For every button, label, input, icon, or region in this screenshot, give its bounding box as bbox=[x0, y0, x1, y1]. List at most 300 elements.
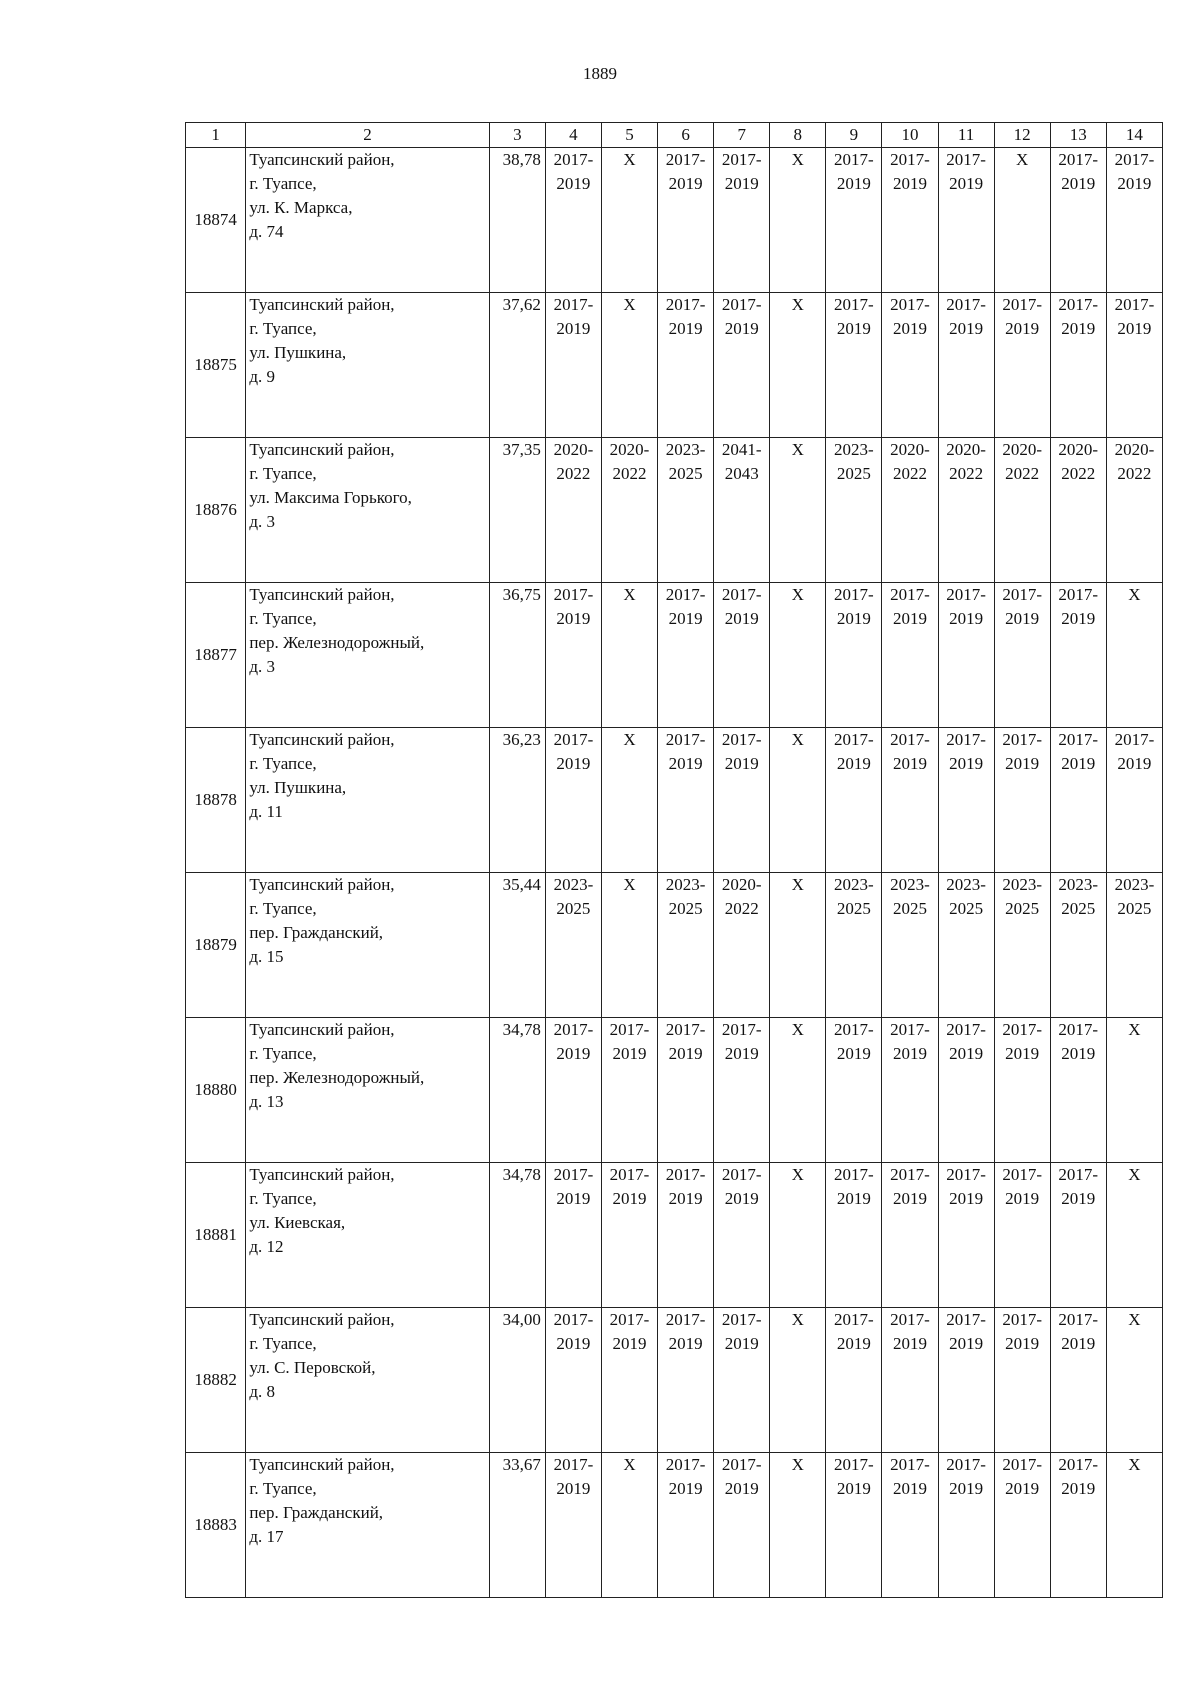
period-start: 2023- bbox=[1058, 875, 1099, 894]
period-end: 2019 bbox=[668, 609, 703, 628]
period-cell-col-7 bbox=[714, 1163, 770, 1308]
period-cell-col-6 bbox=[658, 148, 714, 293]
period-cell-col-9 bbox=[826, 1163, 882, 1308]
period-end: 2019 bbox=[836, 1479, 871, 1498]
period-start: 2017- bbox=[665, 1165, 706, 1184]
column-header-14: 14 bbox=[1106, 123, 1162, 148]
period-start: 2017- bbox=[553, 1165, 594, 1184]
period-cell-col-10 bbox=[882, 728, 938, 873]
period-start: 2017- bbox=[834, 295, 874, 314]
period-start: 2023- bbox=[890, 875, 930, 894]
period-start: 2017- bbox=[721, 150, 762, 169]
period-cell-col-7 bbox=[714, 1453, 770, 1598]
address-cell bbox=[246, 1018, 489, 1163]
address-line: г. Туапсе, bbox=[249, 174, 317, 193]
period-cell-col-5: X bbox=[601, 293, 657, 438]
period-cell-col-12 bbox=[994, 293, 1050, 438]
value-cell: 37,35 bbox=[489, 438, 545, 583]
period-cell-col-10 bbox=[882, 1453, 938, 1598]
period-cell-col-12 bbox=[994, 1018, 1050, 1163]
period-end: 2019 bbox=[1061, 754, 1096, 773]
period-cell-col-11 bbox=[938, 1453, 994, 1598]
period-end: 2019 bbox=[724, 1334, 759, 1353]
period-start: 2020- bbox=[553, 440, 594, 459]
period-start: 2017- bbox=[721, 1020, 762, 1039]
table-row bbox=[186, 1018, 1163, 1163]
address-line: д. 15 bbox=[249, 947, 284, 966]
period-end: 2025 bbox=[668, 899, 703, 918]
period-start: 2020- bbox=[1058, 440, 1099, 459]
period-start: 2017- bbox=[553, 295, 594, 314]
period-cell-col-4 bbox=[545, 1453, 601, 1598]
address-cell bbox=[246, 1308, 489, 1453]
address-cell bbox=[246, 728, 489, 873]
period-cell-col-10 bbox=[882, 1018, 938, 1163]
address-line: Туапсинский район, bbox=[249, 1020, 395, 1039]
table-row bbox=[186, 148, 1163, 293]
period-end: 2019 bbox=[612, 1334, 647, 1353]
address-cell bbox=[246, 1453, 489, 1598]
period-start: 2017- bbox=[1058, 1310, 1099, 1329]
period-cell-col-5 bbox=[601, 1018, 657, 1163]
table-row bbox=[186, 1308, 1163, 1453]
period-end: 2019 bbox=[556, 609, 591, 628]
address-line: ул. Пушкина, bbox=[249, 343, 347, 362]
period-cell-col-12 bbox=[994, 873, 1050, 1018]
period-start: 2017- bbox=[834, 150, 874, 169]
period-start: 2017- bbox=[1002, 1455, 1042, 1474]
period-cell-col-5: X bbox=[601, 873, 657, 1018]
period-end: 2019 bbox=[1117, 174, 1152, 193]
period-start: 2017- bbox=[721, 295, 762, 314]
period-end: 2019 bbox=[668, 319, 703, 338]
period-cell-col-11 bbox=[938, 148, 994, 293]
period-start: 2017- bbox=[665, 1310, 706, 1329]
period-cell-col-4 bbox=[545, 728, 601, 873]
period-cell-col-14: X bbox=[1106, 1308, 1162, 1453]
period-start: 2020- bbox=[721, 875, 762, 894]
period-end: 2025 bbox=[1005, 899, 1040, 918]
period-end: 2025 bbox=[949, 899, 984, 918]
value-cell: 37,62 bbox=[489, 293, 545, 438]
value-cell: 35,44 bbox=[489, 873, 545, 1018]
period-end: 2019 bbox=[836, 609, 871, 628]
period-end: 2019 bbox=[892, 1189, 927, 1208]
column-header-1: 1 bbox=[186, 123, 246, 148]
period-cell-col-6 bbox=[658, 1453, 714, 1598]
period-cell-col-14: X bbox=[1106, 1018, 1162, 1163]
period-cell-col-7 bbox=[714, 1018, 770, 1163]
period-start: 2017- bbox=[946, 1165, 986, 1184]
period-cell-col-14 bbox=[1106, 148, 1162, 293]
table-header bbox=[186, 123, 1163, 148]
period-cell-col-7 bbox=[714, 873, 770, 1018]
period-cell-col-12 bbox=[994, 728, 1050, 873]
address-line: г. Туапсе, bbox=[249, 1479, 317, 1498]
period-start: 2023- bbox=[834, 875, 874, 894]
row-id: 18883 bbox=[186, 1453, 246, 1598]
period-cell-col-14: X bbox=[1106, 583, 1162, 728]
period-cell-col-6 bbox=[658, 873, 714, 1018]
period-cell-col-9 bbox=[826, 148, 882, 293]
period-end: 2019 bbox=[668, 1189, 703, 1208]
period-end: 2019 bbox=[949, 1044, 984, 1063]
period-cell-col-12 bbox=[994, 1453, 1050, 1598]
period-cell-col-6 bbox=[658, 583, 714, 728]
period-cell-col-13 bbox=[1050, 728, 1106, 873]
address-line: пер. Гражданский, bbox=[249, 923, 384, 942]
period-start: 2023- bbox=[665, 875, 706, 894]
period-cell-col-9 bbox=[826, 583, 882, 728]
period-start: 2017- bbox=[946, 1020, 986, 1039]
period-cell-col-13 bbox=[1050, 873, 1106, 1018]
period-end: 2019 bbox=[1061, 609, 1096, 628]
period-cell-col-12 bbox=[994, 583, 1050, 728]
period-cell-col-11 bbox=[938, 1308, 994, 1453]
period-cell-col-14 bbox=[1106, 438, 1162, 583]
period-start: 2017- bbox=[890, 150, 930, 169]
period-end: 2019 bbox=[556, 319, 591, 338]
period-end: 2019 bbox=[1005, 1334, 1040, 1353]
page-number: 1889 bbox=[583, 64, 617, 83]
header-row bbox=[186, 123, 1163, 148]
address-line: Туапсинский район, bbox=[249, 1165, 395, 1184]
period-end: 2022 bbox=[556, 464, 591, 483]
address-line: д. 74 bbox=[249, 222, 284, 241]
period-start: 2017- bbox=[1114, 730, 1155, 749]
period-end: 2019 bbox=[668, 174, 703, 193]
table-row bbox=[186, 583, 1163, 728]
period-end: 2025 bbox=[1061, 899, 1096, 918]
period-start: 2017- bbox=[834, 1455, 874, 1474]
period-start: 2017- bbox=[553, 1455, 594, 1474]
address-line: д. 3 bbox=[249, 512, 275, 531]
period-cell-col-6 bbox=[658, 1308, 714, 1453]
period-end: 2022 bbox=[724, 899, 759, 918]
period-start: 2017- bbox=[890, 1020, 930, 1039]
period-cell-col-11 bbox=[938, 728, 994, 873]
table-row bbox=[186, 293, 1163, 438]
period-end: 2019 bbox=[892, 754, 927, 773]
period-end: 2019 bbox=[892, 1334, 927, 1353]
period-cell-col-7 bbox=[714, 293, 770, 438]
period-cell-col-10 bbox=[882, 438, 938, 583]
period-cell-col-7 bbox=[714, 1308, 770, 1453]
address-line: Туапсинский район, bbox=[249, 1310, 395, 1329]
period-end: 2019 bbox=[724, 1044, 759, 1063]
period-cell-col-11 bbox=[938, 583, 994, 728]
column-header-2: 2 bbox=[246, 123, 489, 148]
address-line: ул. Максима Горького, bbox=[249, 488, 412, 507]
period-cell-col-6 bbox=[658, 438, 714, 583]
period-end: 2025 bbox=[836, 899, 871, 918]
period-end: 2019 bbox=[724, 319, 759, 338]
row-id: 18876 bbox=[186, 438, 246, 583]
period-end: 2019 bbox=[836, 319, 871, 338]
period-start: 2017- bbox=[946, 295, 986, 314]
period-start: 2017- bbox=[553, 1020, 594, 1039]
period-cell-col-10 bbox=[882, 873, 938, 1018]
address-line: г. Туапсе, bbox=[249, 1334, 317, 1353]
address-line: д. 3 bbox=[249, 657, 275, 676]
period-start: 2041- bbox=[721, 440, 762, 459]
period-end: 2022 bbox=[1117, 464, 1152, 483]
period-cell-col-7 bbox=[714, 438, 770, 583]
address-line: д. 12 bbox=[249, 1237, 284, 1256]
period-end: 2019 bbox=[612, 1189, 647, 1208]
period-start: 2017- bbox=[946, 150, 986, 169]
period-cell-col-13 bbox=[1050, 293, 1106, 438]
value-cell: 34,00 bbox=[489, 1308, 545, 1453]
period-start: 2017- bbox=[1002, 1165, 1042, 1184]
period-end: 2019 bbox=[724, 754, 759, 773]
period-cell-col-4 bbox=[545, 1308, 601, 1453]
column-header-7: 7 bbox=[714, 123, 770, 148]
period-start: 2017- bbox=[665, 1020, 706, 1039]
period-start: 2017- bbox=[665, 295, 706, 314]
period-start: 2020- bbox=[946, 440, 986, 459]
period-cell-col-10 bbox=[882, 148, 938, 293]
address-line: д. 17 bbox=[249, 1527, 284, 1546]
period-cell-col-9 bbox=[826, 728, 882, 873]
period-start: 2017- bbox=[1058, 585, 1099, 604]
period-cell-col-10 bbox=[882, 1308, 938, 1453]
value-cell: 38,78 bbox=[489, 148, 545, 293]
period-start: 2017- bbox=[721, 1165, 762, 1184]
column-header-9: 9 bbox=[826, 123, 882, 148]
address-line: Туапсинский район, bbox=[249, 730, 395, 749]
period-end: 2019 bbox=[724, 1479, 759, 1498]
period-cell-col-11 bbox=[938, 1163, 994, 1308]
period-end: 2019 bbox=[949, 1334, 984, 1353]
address-line: г. Туапсе, bbox=[249, 319, 317, 338]
period-start: 2017- bbox=[1002, 295, 1042, 314]
value-cell: 36,75 bbox=[489, 583, 545, 728]
period-cell-col-7 bbox=[714, 148, 770, 293]
period-start: 2017- bbox=[1002, 585, 1042, 604]
period-cell-col-5: X bbox=[601, 583, 657, 728]
period-end: 2019 bbox=[556, 754, 591, 773]
period-start: 2017- bbox=[721, 1455, 762, 1474]
address-line: д. 9 bbox=[249, 367, 275, 386]
row-id: 18879 bbox=[186, 873, 246, 1018]
period-start: 2023- bbox=[553, 875, 594, 894]
period-start: 2017- bbox=[609, 1020, 650, 1039]
address-line: ул. Киевская, bbox=[249, 1213, 346, 1232]
period-cell-col-5: X bbox=[601, 728, 657, 873]
period-start: 2017- bbox=[553, 585, 594, 604]
period-end: 2019 bbox=[1061, 1189, 1096, 1208]
period-cell-col-6 bbox=[658, 293, 714, 438]
period-end: 2019 bbox=[724, 1189, 759, 1208]
period-cell-col-8: X bbox=[770, 873, 826, 1018]
period-end: 2025 bbox=[1117, 899, 1152, 918]
period-cell-col-14 bbox=[1106, 728, 1162, 873]
address-line: г. Туапсе, bbox=[249, 464, 317, 483]
period-cell-col-13 bbox=[1050, 148, 1106, 293]
period-end: 2019 bbox=[836, 1044, 871, 1063]
period-cell-col-8: X bbox=[770, 438, 826, 583]
period-end: 2019 bbox=[1005, 319, 1040, 338]
period-cell-col-6 bbox=[658, 1018, 714, 1163]
address-cell bbox=[246, 873, 489, 1018]
period-end: 2019 bbox=[1061, 1479, 1096, 1498]
value-cell: 34,78 bbox=[489, 1163, 545, 1308]
period-start: 2017- bbox=[1114, 295, 1155, 314]
period-start: 2023- bbox=[946, 875, 986, 894]
period-start: 2017- bbox=[834, 730, 874, 749]
period-cell-col-11 bbox=[938, 1018, 994, 1163]
period-cell-col-6 bbox=[658, 728, 714, 873]
address-line: Туапсинский район, bbox=[249, 1455, 395, 1474]
period-cell-col-12 bbox=[994, 1308, 1050, 1453]
address-cell bbox=[246, 438, 489, 583]
period-cell-col-9 bbox=[826, 1453, 882, 1598]
period-start: 2017- bbox=[1002, 1310, 1042, 1329]
period-end: 2043 bbox=[724, 464, 759, 483]
period-cell-col-5 bbox=[601, 1163, 657, 1308]
period-cell-col-4 bbox=[545, 148, 601, 293]
address-line: д. 11 bbox=[249, 802, 283, 821]
period-end: 2019 bbox=[1061, 1044, 1096, 1063]
column-header-6: 6 bbox=[658, 123, 714, 148]
period-end: 2019 bbox=[836, 1189, 871, 1208]
row-id: 18882 bbox=[186, 1308, 246, 1453]
period-cell-col-14 bbox=[1106, 293, 1162, 438]
period-end: 2019 bbox=[1117, 754, 1152, 773]
column-header-10: 10 bbox=[882, 123, 938, 148]
period-start: 2023- bbox=[834, 440, 874, 459]
period-cell-col-13 bbox=[1050, 1163, 1106, 1308]
period-end: 2019 bbox=[556, 1044, 591, 1063]
period-start: 2017- bbox=[609, 1310, 650, 1329]
period-cell-col-9 bbox=[826, 293, 882, 438]
period-cell-col-13 bbox=[1050, 583, 1106, 728]
period-start: 2017- bbox=[1058, 295, 1099, 314]
housing-register-table bbox=[185, 122, 1163, 1598]
period-end: 2019 bbox=[949, 174, 984, 193]
period-cell-col-4 bbox=[545, 293, 601, 438]
period-cell-col-9 bbox=[826, 1308, 882, 1453]
address-cell bbox=[246, 583, 489, 728]
period-end: 2019 bbox=[1005, 609, 1040, 628]
period-start: 2017- bbox=[1058, 1455, 1099, 1474]
address-line: Туапсинский район, bbox=[249, 150, 395, 169]
period-start: 2017- bbox=[1114, 150, 1155, 169]
period-end: 2019 bbox=[949, 1189, 984, 1208]
period-start: 2023- bbox=[665, 440, 706, 459]
period-end: 2019 bbox=[892, 1044, 927, 1063]
period-cell-col-4 bbox=[545, 873, 601, 1018]
period-start: 2017- bbox=[665, 1455, 706, 1474]
period-start: 2017- bbox=[1058, 1020, 1099, 1039]
period-end: 2019 bbox=[1061, 319, 1096, 338]
table-row bbox=[186, 1163, 1163, 1308]
period-cell-col-13 bbox=[1050, 1308, 1106, 1453]
address-line: Туапсинский район, bbox=[249, 875, 395, 894]
period-cell-col-11 bbox=[938, 438, 994, 583]
period-cell-col-5 bbox=[601, 438, 657, 583]
period-end: 2019 bbox=[949, 1479, 984, 1498]
period-cell-col-6 bbox=[658, 1163, 714, 1308]
row-id: 18878 bbox=[186, 728, 246, 873]
period-start: 2017- bbox=[890, 585, 930, 604]
period-start: 2017- bbox=[890, 295, 930, 314]
value-cell: 33,67 bbox=[489, 1453, 545, 1598]
period-start: 2017- bbox=[1058, 1165, 1099, 1184]
period-start: 2017- bbox=[665, 730, 706, 749]
period-cell-col-9 bbox=[826, 873, 882, 1018]
period-start: 2017- bbox=[834, 585, 874, 604]
period-end: 2019 bbox=[949, 319, 984, 338]
address-line: г. Туапсе, bbox=[249, 754, 317, 773]
address-line: д. 8 bbox=[249, 1382, 275, 1401]
period-start: 2017- bbox=[946, 585, 986, 604]
period-start: 2017- bbox=[665, 150, 706, 169]
period-end: 2019 bbox=[836, 754, 871, 773]
period-cell-col-12: X bbox=[994, 148, 1050, 293]
address-line: ул. С. Перовской, bbox=[249, 1358, 376, 1377]
period-start: 2020- bbox=[1002, 440, 1042, 459]
address-line: д. 13 bbox=[249, 1092, 284, 1111]
period-start: 2020- bbox=[609, 440, 650, 459]
row-id: 18880 bbox=[186, 1018, 246, 1163]
period-start: 2017- bbox=[834, 1165, 874, 1184]
period-start: 2017- bbox=[834, 1310, 874, 1329]
period-cell-col-4 bbox=[545, 1163, 601, 1308]
table-row bbox=[186, 873, 1163, 1018]
table-row bbox=[186, 438, 1163, 583]
address-line: ул. Пушкина, bbox=[249, 778, 347, 797]
address-line: Туапсинский район, bbox=[249, 295, 395, 314]
period-cell-col-5 bbox=[601, 1308, 657, 1453]
period-start: 2017- bbox=[721, 730, 762, 749]
period-end: 2019 bbox=[668, 1334, 703, 1353]
period-cell-col-7 bbox=[714, 728, 770, 873]
column-header-4: 4 bbox=[545, 123, 601, 148]
period-start: 2017- bbox=[890, 1165, 930, 1184]
period-cell-col-13 bbox=[1050, 1453, 1106, 1598]
period-cell-col-8: X bbox=[770, 1308, 826, 1453]
address-line: пер. Гражданский, bbox=[249, 1503, 384, 1522]
period-start: 2017- bbox=[721, 1310, 762, 1329]
period-cell-col-14: X bbox=[1106, 1453, 1162, 1598]
period-end: 2025 bbox=[892, 899, 927, 918]
period-cell-col-14 bbox=[1106, 873, 1162, 1018]
period-start: 2017- bbox=[946, 1310, 986, 1329]
period-start: 2017- bbox=[553, 730, 594, 749]
period-cell-col-5: X bbox=[601, 1453, 657, 1598]
period-end: 2019 bbox=[836, 174, 871, 193]
period-end: 2019 bbox=[1005, 754, 1040, 773]
period-end: 2019 bbox=[1117, 319, 1152, 338]
period-cell-col-11 bbox=[938, 873, 994, 1018]
period-end: 2019 bbox=[892, 1479, 927, 1498]
period-cell-col-8: X bbox=[770, 728, 826, 873]
period-cell-col-7 bbox=[714, 583, 770, 728]
period-start: 2023- bbox=[1002, 875, 1042, 894]
period-end: 2019 bbox=[1061, 174, 1096, 193]
column-header-3: 3 bbox=[489, 123, 545, 148]
period-start: 2017- bbox=[834, 1020, 874, 1039]
column-header-11: 11 bbox=[938, 123, 994, 148]
period-cell-col-13 bbox=[1050, 438, 1106, 583]
period-cell-col-14: X bbox=[1106, 1163, 1162, 1308]
column-header-13: 13 bbox=[1050, 123, 1106, 148]
period-cell-col-8: X bbox=[770, 1453, 826, 1598]
period-cell-col-8: X bbox=[770, 583, 826, 728]
address-cell bbox=[246, 293, 489, 438]
